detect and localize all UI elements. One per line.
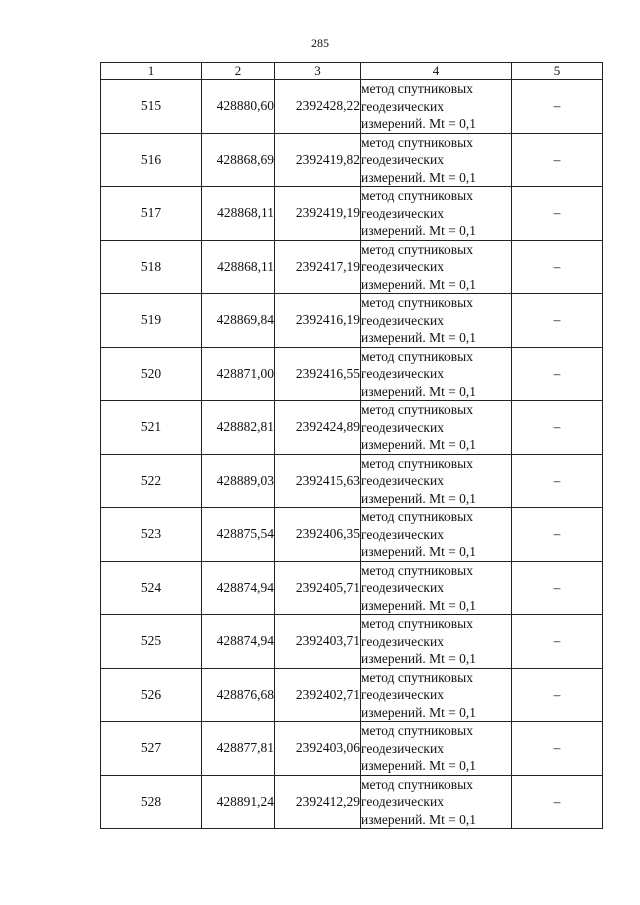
note-cell: –: [512, 187, 603, 241]
table-body: [101, 80, 603, 829]
method-line: измерений. Mt = 0,1: [361, 490, 477, 506]
method-line: геодезических: [361, 366, 444, 381]
page-number: 285: [311, 36, 329, 50]
point-number-cell: 520: [101, 347, 202, 401]
method-line: геодезических: [361, 152, 444, 167]
method-line: метод спутниковых: [361, 188, 473, 203]
x-coordinate-cell: 428874,94: [202, 615, 275, 669]
y-coordinate-cell: 2392412,29: [275, 775, 361, 829]
method-cell: [361, 401, 512, 455]
method-line: измерений. Mt = 0,1: [361, 116, 477, 131]
table-row: [101, 615, 603, 669]
y-coordinate-cell: 2392402,71: [275, 668, 361, 722]
x-coordinate-cell: 428868,69: [202, 133, 275, 187]
method-line: геодезических: [361, 687, 444, 702]
method-line: геодезических: [361, 419, 444, 435]
x-coordinate-cell: 428877,81: [202, 722, 275, 776]
column-header: 3: [275, 63, 361, 80]
point-number-cell: 524: [101, 561, 202, 615]
column-header: 1: [101, 63, 202, 80]
method-line: измерений. Mt = 0,1: [361, 758, 477, 773]
method-line: метод спутниковых: [361, 776, 473, 792]
method-cell: [361, 294, 512, 348]
x-coordinate-cell: 428868,11: [202, 187, 275, 241]
point-number-cell: 519: [101, 294, 202, 348]
x-coordinate-cell: 428874,94: [202, 561, 275, 615]
y-coordinate-cell: 2392403,06: [275, 722, 361, 776]
method-line: метод спутниковых: [361, 455, 473, 471]
note-cell: –: [512, 615, 603, 669]
method-line: метод спутниковых: [361, 562, 473, 578]
method-line: измерений. Mt = 0,1: [361, 544, 477, 559]
x-coordinate-cell: 428889,03: [202, 454, 275, 508]
method-line: измерений. Mt = 0,1: [361, 330, 477, 345]
point-number-cell: 527: [101, 722, 202, 776]
note-cell: –: [512, 401, 603, 455]
y-coordinate-cell: 2392406,35: [275, 508, 361, 562]
note-cell: –: [512, 668, 603, 722]
note-cell: –: [512, 347, 603, 401]
table-row: [101, 133, 603, 187]
table-row: [101, 347, 603, 401]
table-row: [101, 401, 603, 455]
y-coordinate-cell: 2392419,19: [275, 187, 361, 241]
point-number-cell: 528: [101, 775, 202, 829]
table-row: [101, 454, 603, 508]
point-number-cell: 518: [101, 240, 202, 294]
x-coordinate-cell: 428868,11: [202, 240, 275, 294]
method-line: геодезических: [361, 740, 444, 756]
point-number-cell: 523: [101, 508, 202, 562]
point-number-cell: 517: [101, 187, 202, 241]
coordinates-table: [100, 62, 603, 829]
note-cell: –: [512, 133, 603, 187]
y-coordinate-cell: 2392416,55: [275, 347, 361, 401]
table-row: [101, 561, 603, 615]
note-cell: –: [512, 508, 603, 562]
method-line: метод спутниковых: [361, 509, 473, 524]
method-line: геодезических: [361, 312, 444, 328]
y-coordinate-cell: 2392428,22: [275, 80, 361, 134]
method-line: геодезических: [361, 98, 444, 114]
column-header: 5: [512, 63, 603, 80]
note-cell: –: [512, 722, 603, 776]
method-line: метод спутниковых: [361, 241, 473, 257]
method-line: геодезических: [361, 633, 444, 649]
y-coordinate-cell: 2392416,19: [275, 294, 361, 348]
method-line: измерений. Mt = 0,1: [361, 169, 477, 185]
y-coordinate-cell: 2392405,71: [275, 561, 361, 615]
y-coordinate-cell: 2392419,82: [275, 133, 361, 187]
table-row: [101, 187, 603, 241]
x-coordinate-cell: 428882,81: [202, 401, 275, 455]
method-line: метод спутниковых: [361, 723, 473, 738]
method-cell: [361, 347, 512, 401]
method-line: метод спутниковых: [361, 616, 473, 631]
note-cell: –: [512, 775, 603, 829]
method-line: геодезических: [361, 473, 444, 488]
method-line: метод спутниковых: [361, 669, 473, 685]
x-coordinate-cell: 428875,54: [202, 508, 275, 562]
method-line: измерений. Mt = 0,1: [361, 276, 477, 292]
method-cell: [361, 454, 512, 508]
method-cell: [361, 133, 512, 187]
y-coordinate-cell: 2392415,63: [275, 454, 361, 508]
note-cell: –: [512, 240, 603, 294]
table-row: [101, 722, 603, 776]
point-number-cell: 522: [101, 454, 202, 508]
table-row: [101, 294, 603, 348]
y-coordinate-cell: 2392417,19: [275, 240, 361, 294]
header-row: [101, 63, 603, 80]
method-cell: [361, 508, 512, 562]
point-number-cell: 526: [101, 668, 202, 722]
table-row: [101, 508, 603, 562]
x-coordinate-cell: 428891,24: [202, 775, 275, 829]
table-header: [101, 63, 603, 80]
table-row: [101, 80, 603, 134]
table-row: [101, 775, 603, 829]
note-cell: –: [512, 454, 603, 508]
method-line: измерений. Mt = 0,1: [361, 437, 477, 452]
method-cell: [361, 240, 512, 294]
method-line: измерений. Mt = 0,1: [361, 811, 477, 827]
method-cell: [361, 722, 512, 776]
method-line: метод спутниковых: [361, 81, 473, 96]
point-number-cell: 521: [101, 401, 202, 455]
method-cell: [361, 668, 512, 722]
column-header: 2: [202, 63, 275, 80]
method-line: метод спутниковых: [361, 134, 473, 150]
method-line: метод спутниковых: [361, 295, 473, 310]
note-cell: –: [512, 561, 603, 615]
x-coordinate-cell: 428871,00: [202, 347, 275, 401]
method-line: метод спутниковых: [361, 402, 473, 417]
method-line: измерений. Mt = 0,1: [361, 651, 477, 666]
note-cell: –: [512, 294, 603, 348]
method-cell: [361, 775, 512, 829]
method-cell: [361, 80, 512, 134]
column-header: 4: [361, 63, 512, 80]
point-number-cell: 515: [101, 80, 202, 134]
method-cell: [361, 187, 512, 241]
note-cell: –: [512, 80, 603, 134]
method-line: измерений. Mt = 0,1: [361, 704, 477, 720]
table-row: [101, 668, 603, 722]
x-coordinate-cell: 428869,84: [202, 294, 275, 348]
method-line: геодезических: [361, 259, 444, 274]
y-coordinate-cell: 2392403,71: [275, 615, 361, 669]
x-coordinate-cell: 428876,68: [202, 668, 275, 722]
method-cell: [361, 615, 512, 669]
method-line: геодезических: [361, 580, 444, 595]
method-line: измерений. Mt = 0,1: [361, 383, 477, 399]
x-coordinate-cell: 428880,60: [202, 80, 275, 134]
method-line: геодезических: [361, 205, 444, 221]
method-cell: [361, 561, 512, 615]
point-number-cell: 516: [101, 133, 202, 187]
method-line: геодезических: [361, 794, 444, 809]
table-row: [101, 240, 603, 294]
method-line: измерений. Mt = 0,1: [361, 597, 477, 613]
method-line: измерений. Mt = 0,1: [361, 223, 477, 238]
y-coordinate-cell: 2392424,89: [275, 401, 361, 455]
method-line: метод спутниковых: [361, 348, 473, 364]
point-number-cell: 525: [101, 615, 202, 669]
method-line: геодезических: [361, 526, 444, 542]
